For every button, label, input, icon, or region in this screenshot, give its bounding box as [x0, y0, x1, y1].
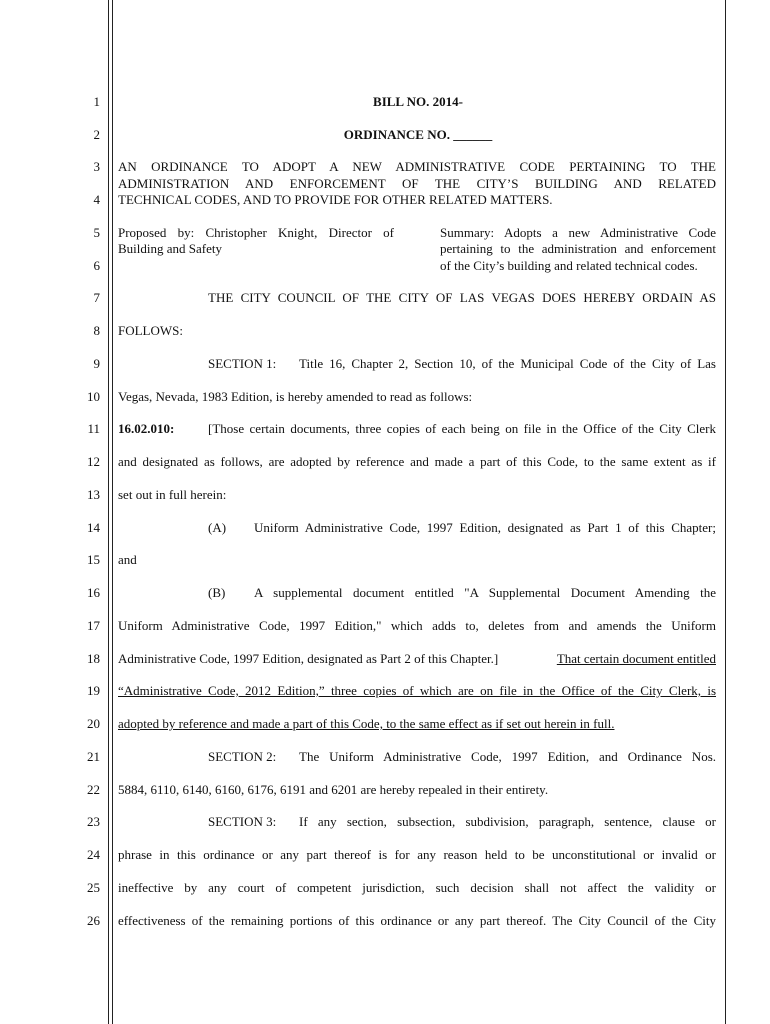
body-line: THE CITY COUNCIL OF THE CITY OF LAS VEGAS DOES HEREBY ORDAIN AS	[208, 290, 716, 305]
line-number: 14	[87, 520, 100, 535]
line-number: 18	[87, 651, 100, 666]
inserted-text: That certain document entitled	[556, 651, 716, 666]
inserted-text: “Administrative Code, 2012 Edition,” three copies of which are on file in the Office of the City Clerk, is	[118, 683, 716, 698]
line-number: 11	[87, 421, 100, 436]
ordinance-title-line: ADMINISTRATION AND ENFORCEMENT OF THE CITY’S BUILDING AND RELATED	[118, 176, 716, 191]
line-number: 16	[87, 585, 100, 600]
body-line: FOLLOWS:	[118, 323, 183, 338]
line-number: 3	[93, 159, 100, 174]
line-number: 4	[93, 192, 100, 207]
body-line: and designated as follows, are adopted by reference and made a part of this Code, to the same extent as if	[118, 454, 716, 469]
line-number: 23	[87, 814, 100, 829]
ordinance-title-line: AN ORDINANCE TO ADOPT A NEW ADMINISTRATIVE CODE PERTAINING TO THE	[118, 159, 716, 174]
body-line: Title 16, Chapter 2, Section 10, of the Municipal Code of the City of Las	[299, 356, 716, 371]
line-number: 20	[87, 716, 100, 731]
body-line: [Those certain documents, three copies of each being on file in the Office of the City Clerk	[208, 421, 716, 436]
line-number: 25	[87, 880, 100, 895]
body-line: A supplemental document entitled "A Supplemental Document Amending the	[254, 585, 716, 600]
line-number: 13	[87, 487, 100, 502]
right-margin-rule	[725, 0, 726, 1024]
left-margin-rule-inner	[112, 0, 113, 1024]
line-number: 5	[93, 225, 100, 240]
inserted-text: adopted by reference and made a part of this Code, to the same effect as if set out herein in full.	[118, 716, 615, 731]
line-number: 7	[93, 290, 100, 305]
line-number: 19	[87, 683, 100, 698]
line-number: 1	[93, 94, 100, 109]
line-number: 10	[87, 389, 100, 404]
summary: Summary: Adopts a new Administrative Code	[440, 225, 716, 240]
body-line: and	[118, 552, 137, 567]
line-number: 24	[87, 847, 100, 862]
line-number: 12	[87, 454, 100, 469]
proposed-by: Building and Safety	[118, 241, 222, 256]
body-line: set out in full herein:	[118, 487, 227, 502]
summary: pertaining to the administration and enforcement	[440, 241, 716, 256]
subsection-label: (A)	[208, 520, 227, 535]
left-margin-rule	[108, 0, 109, 1024]
section-label: SECTION 3:	[208, 814, 277, 829]
body-line: Vegas, Nevada, 1983 Edition, is hereby amended to read as follows:	[118, 389, 473, 404]
body-line: phrase in this ordinance or any part thereof is for any reason held to be unconstitutional or invalid or	[118, 847, 716, 862]
line-number: 21	[87, 749, 100, 764]
body-line: If any section, subsection, subdivision, paragraph, sentence, clause or	[299, 814, 716, 829]
line-number: 6	[93, 258, 100, 273]
body-line: Uniform Administrative Code, 1997 Edition," which adds to, deletes from and amends the Uniform	[118, 618, 716, 633]
subsection-label: (B)	[208, 585, 226, 600]
summary: of the City’s building and related technical codes.	[440, 258, 698, 273]
body-line: 5884, 6110, 6140, 6160, 6176, 6191 and 6201 are hereby repealed in their entirety.	[118, 782, 549, 797]
body-line: Uniform Administrative Code, 1997 Edition, designated as Part 1 of this Chapter;	[254, 520, 716, 535]
body-line: The Uniform Administrative Code, 1997 Edition, and Ordinance Nos.	[299, 749, 716, 764]
line-number: 15	[87, 552, 100, 567]
body-line: ineffective by any court of competent jurisdiction, such decision shall not affect the validity or	[118, 880, 716, 895]
ordinance-number: ORDINANCE NO. ______	[343, 127, 493, 142]
line-number: 9	[93, 356, 100, 371]
line-number: 2	[93, 127, 100, 142]
ordinance-title-line: TECHNICAL CODES, AND TO PROVIDE FOR OTHER RELATED MATTERS.	[118, 192, 553, 207]
section-label: SECTION 1:	[208, 356, 277, 371]
line-number: 26	[87, 913, 100, 928]
line-number: 8	[93, 323, 100, 338]
section-label: SECTION 2:	[208, 749, 277, 764]
body-line: effectiveness of the remaining portions of this ordinance or any part thereof. The City Council of the City	[118, 913, 716, 928]
code-section-label: 16.02.010:	[118, 421, 175, 436]
line-number: 22	[87, 782, 100, 797]
line-number: 17	[87, 618, 100, 633]
proposed-by: Proposed by: Christopher Knight, Director of	[118, 225, 394, 240]
body-line: Administrative Code, 1997 Edition, designated as Part 2 of this Chapter.]	[118, 651, 499, 666]
bill-number: BILL NO. 2014-	[373, 94, 463, 109]
